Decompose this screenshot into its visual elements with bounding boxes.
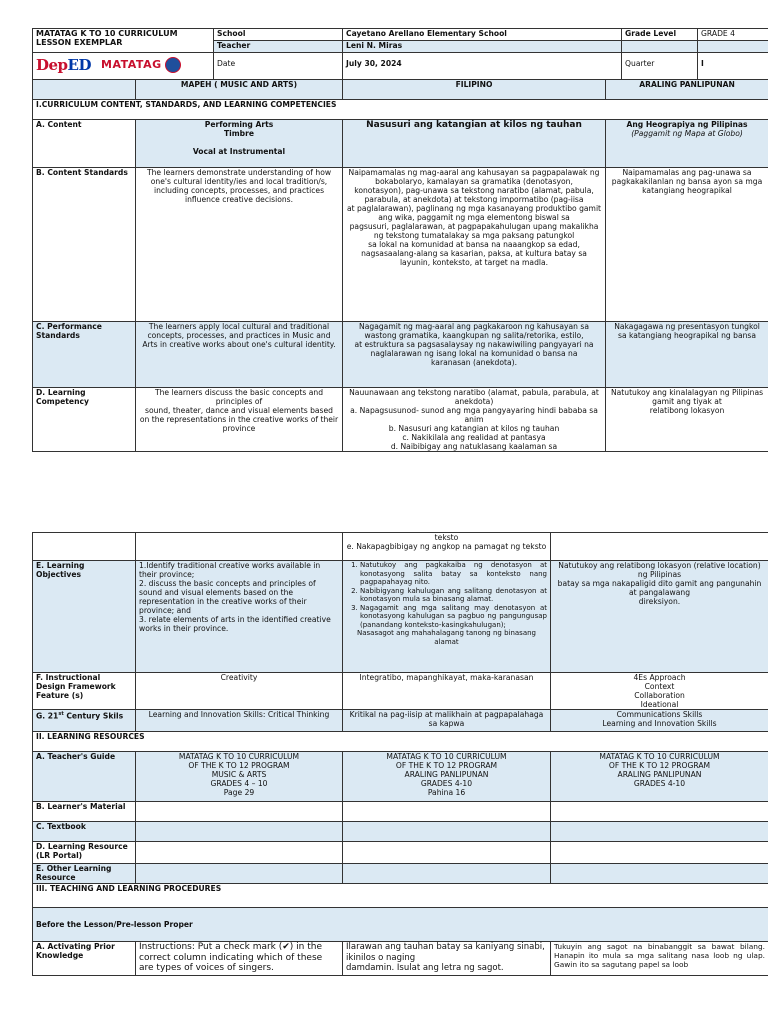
framework-filipino: Integratibo, mapanghikayat, maka-karanasan [343, 673, 551, 710]
content-standards-mapeh: The learners demonstrate understanding of how one's cultural identity/ies and local tradition/s, including concepts, processes, and practices influence creative decisions. [136, 168, 343, 322]
content-ap-cell [606, 120, 768, 168]
grade-label: Grade Level [622, 29, 698, 41]
grade-blank-2 [698, 41, 768, 53]
teachers-guide-mapeh: MATATAG K TO 10 CURRICULUM OF THE K TO 12 PROGRAM MUSIC & ARTS GRADES 4 – 10 Page 29 [136, 752, 343, 802]
resource-blank [136, 802, 343, 822]
teachers-guide-label: A. Teacher's Guide [33, 752, 136, 802]
objectives-mapeh: 1.Identify traditional creative works available in their province; 2. discuss the basic concepts and principles of sound and visual elements based on the representation in the creative works of their province; and 3. relate elements of arts in the identified creative works in their province. [136, 561, 343, 673]
other-resource-label: E. Other Learning Resource [33, 864, 136, 884]
content-standards-label: B. Content Standards [33, 168, 136, 322]
content-ap-subtitle: (Paggamit ng Mapa at Globo) [631, 129, 743, 138]
date-label: Date [214, 53, 343, 80]
lesson-exemplar-table-page1 [32, 28, 768, 452]
learners-material-label: B. Learner's Material [33, 802, 136, 822]
textbook-label: C. Textbook [33, 822, 136, 842]
resource-blank [343, 842, 551, 864]
activating-label: A. Activating Prior Knowledge [33, 942, 136, 976]
before-lesson-title: Before the Lesson/Pre-lesson Proper [33, 908, 768, 942]
teacher-label: Teacher [214, 41, 343, 53]
subject-mapeh: MAPEH ( MUSIC AND ARTS) [136, 80, 343, 100]
subject-filipino: FILIPINO [343, 80, 606, 100]
content-ap-title: Ang Heograpiya ng Pilipinas [626, 120, 748, 129]
resource-blank [551, 864, 768, 884]
content-label: A. Content [33, 120, 136, 168]
quarter-value: I [698, 53, 768, 80]
section-2-title: II. LEARNING RESOURCES [33, 732, 768, 752]
framework-ap: 4Es Approach Context Collaboration Ideational [551, 673, 768, 710]
date-value: July 30, 2024 [343, 53, 622, 80]
lr-portal-label: D. Learning Resource (LR Portal) [33, 842, 136, 864]
competency-cont-label [33, 533, 136, 561]
skills-label: G. 21st Century Skils [33, 710, 136, 732]
resource-blank [551, 822, 768, 842]
competency-mapeh: The learners discuss the basic concepts and principles of sound, theater, dance and visual elements based on the representations in the creative works of their province [136, 388, 343, 452]
teachers-guide-filipino: MATATAG K TO 10 CURRICULUM OF THE K TO 12 PROGRAM ARALING PANLIPUNAN GRADES 4-10 Pahina 16 [343, 752, 551, 802]
resource-blank [136, 864, 343, 884]
matatag-logo: MATATAG [101, 57, 181, 73]
grade-blank-1 [622, 41, 698, 53]
section-3-title: III. TEACHING AND LEARNING PROCEDURES [33, 884, 768, 908]
activating-ap: Tukuyin ang sagot na binabanggit sa bawat bilang. Hanapin ito mula sa mga salitang nasa loob ng ulap. Gawin ito sa sagutang papel sa loob [551, 942, 768, 976]
competency-filipino: Nauunawaan ang tekstong naratibo (alamat, pabula, parabula, at anekdota) a. Napagsusunod- sunod ang mga pangyayaring hindi bababa sa anim b. Nasusuri ang katangian at kilos ng tauhan c. Nakikilala ang realidad at pantasya d. Naibibigay ang natuklasang kaalaman sa [343, 388, 606, 452]
framework-mapeh: Creativity [136, 673, 343, 710]
logo-cell [33, 53, 214, 80]
skills-ap: Communications Skills Learning and Innovation Skills [551, 710, 768, 732]
section-1-title: I.CURRICULUM CONTENT, STANDARDS, AND LEARNING COMPETENCIES [33, 100, 768, 120]
teachers-guide-ap: MATATAG K TO 10 CURRICULUM OF THE K TO 12 PROGRAM ARALING PANLIPUNAN GRADES 4-10 [551, 752, 768, 802]
objective-item: 3. Nagagamit ang mga salitang may denotasyon at konotasyong kahulugan sa pagbuo ng pangungusap (panandang konteksto-kasingkahulugan); [360, 604, 547, 630]
framework-label: F. Instructional Design Framework Feature (s) [33, 673, 136, 710]
content-mapeh: Performing Arts Timbre Vocal at Instrumental [136, 120, 343, 168]
resource-blank [343, 802, 551, 822]
activating-filipino: Ilarawan ang tauhan batay sa kaniyang sinabi, ikinilos o naging damdamin. Isulat ang letra ng sagot. [343, 942, 551, 976]
performance-standards-ap: Nakagagawa ng presentasyon tungkol sa katangiang heograpikal ng bansa [606, 322, 768, 388]
content-standards-ap: Naipamamalas ang pag-unawa sa pagkakakilanlan ng bansa ayon sa mga katangiang heograpikal [606, 168, 768, 322]
resource-blank [551, 802, 768, 822]
school-value: Cayetano Arellano Elementary School [343, 29, 622, 41]
resource-blank [136, 822, 343, 842]
objectives-ap: Natutukoy ang relatibong lokasyon (relative location) ng Pilipinas batay sa mga nakapaligid dito gamit ang pangunahin at pangalawang direksiyon. [551, 561, 768, 673]
lesson-exemplar-table-page2 [32, 532, 768, 976]
grade-value: GRADE 4 [698, 29, 768, 41]
objectives-filipino-list [346, 561, 547, 629]
objective-item: 2. Nabibigyang kahulugan ang salitang denotasyon at konotasyon mula sa binasang alamat. [360, 587, 547, 604]
content-filipino: Nasusuri ang katangian at kilos ng tauhan [343, 120, 606, 168]
objective-tail: Nasasagot ang mahahalagang tanong ng binasang alamat [356, 629, 537, 646]
school-label: School [214, 29, 343, 41]
skills-filipino: Kritikal na pag-iisip at malikhain at pagpapalahaga sa kapwa [343, 710, 551, 732]
quarter-label: Quarter [622, 53, 698, 80]
competency-label: D. Learning Competency [33, 388, 136, 452]
resource-blank [343, 822, 551, 842]
performance-standards-mapeh: The learners apply local cultural and traditional concepts, processes, and practices in Music and Arts in creative works about one's cultural identity. [136, 322, 343, 388]
resource-blank [343, 864, 551, 884]
teacher-value: Leni N. Miras [343, 41, 622, 53]
subject-corner [33, 80, 136, 100]
subject-ap: ARALING PANLIPUNAN [606, 80, 768, 100]
skills-mapeh: Learning and Innovation Skills: Critical Thinking [136, 710, 343, 732]
header-title-cell [33, 29, 214, 53]
objectives-filipino-cell [343, 561, 551, 673]
content-standards-filipino: Naipamamalas ng mag-aaral ang kahusayan sa pagpapalawak ng bokabolaryo, kamalayan sa gramatika (denotasyon, konotasyon), pag-unawa sa tekstong naratibo (alamat, pabula, parabula, at anekdota) at tekstong impormatibo (pag-iisa at paglalarawan), paglinang ng mga kasanayang produktibo gamit ang wika, paggamit ng mga elementong biswal sa pagsusuri, paglalarawan, at pagpapakahulugan upang makalikha ng tekstong tumatalakay sa mga paksang patungkol sa lokal na komunidad at bansa na naaangkop sa edad, nagsasaalang-alang sa kasarian, paksa, at kultura batay sa layunin, konteksto, at target na madla. [343, 168, 606, 322]
resource-blank [136, 842, 343, 864]
performance-standards-filipino: Nagagamit ng mag-aaral ang pagkakaroon ng kahusayan sa wastong gramatika, kaangkupan ng salita/retorika, estilo, at estruktura sa pagsasalaysay ng nakawiwiling pangyayari na naglalarawan ng isang lokal na komunidad o bansa na karanasan (anekdota). [343, 322, 606, 388]
competency-ap: Natutukoy ang kinalalagyan ng Pilipinas gamit ang tiyak at relatibong lokasyon [606, 388, 768, 452]
performance-standards-label: C. Performance Standards [33, 322, 136, 388]
objectives-label: E. Learning Objectives [33, 561, 136, 673]
matatag-seal-icon [165, 57, 181, 73]
competency-cont-filipino: teksto e. Nakapagbibigay ng angkop na pamagat ng teksto [343, 533, 551, 561]
objective-item: 1. Natutukoy ang pagkakaiba ng denotasyon at konotasyong salita batay sa konteksto nang pagpapahayag nito. [360, 561, 547, 587]
activating-mapeh: Instructions: Put a check mark (✔) in the correct column indicating which of these are types of voices of singers. [136, 942, 343, 976]
competency-cont-mapeh [136, 533, 343, 561]
deped-logo: DepED [36, 55, 91, 74]
competency-cont-ap [551, 533, 768, 561]
exemplar-title: MATATAG K TO 10 CURRICULUM LESSON EXEMPLAR [36, 29, 178, 47]
resource-blank [551, 842, 768, 864]
